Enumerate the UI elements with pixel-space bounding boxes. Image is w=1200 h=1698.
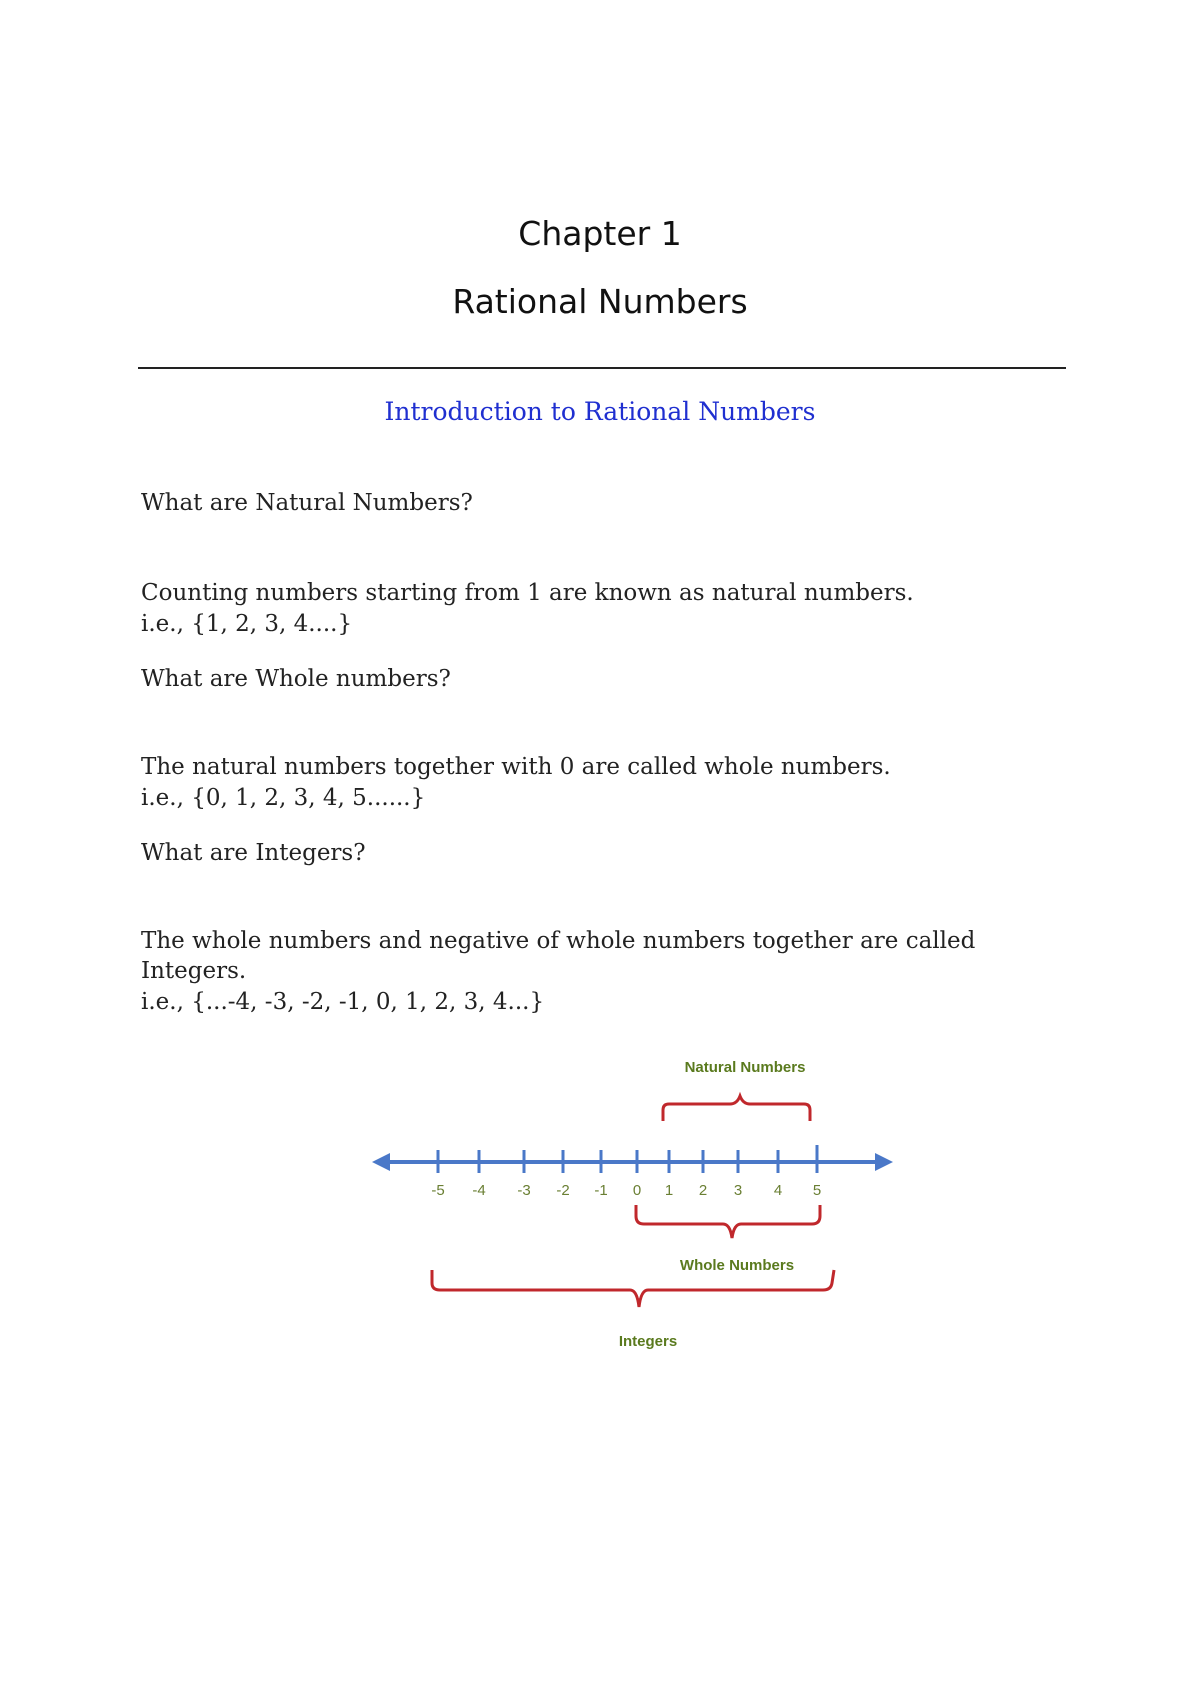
integers-question: What are Integers? bbox=[141, 840, 366, 866]
natural-brace bbox=[663, 1096, 810, 1121]
section-heading: Introduction to Rational Numbers bbox=[384, 397, 816, 426]
tick-label: 0 bbox=[632, 1182, 642, 1199]
tick-label: -5 bbox=[431, 1182, 445, 1199]
natural-answer: Counting numbers starting from 1 are known as natural numbers. bbox=[141, 580, 914, 606]
tick-label: 1 bbox=[664, 1182, 674, 1199]
tick-label: -4 bbox=[472, 1182, 486, 1199]
whole-set: i.e., {0, 1, 2, 3, 4, 5......} bbox=[141, 785, 426, 811]
integers-answer-cont: Integers. bbox=[141, 958, 247, 984]
integers-answer: The whole numbers and negative of whole numbers together are called bbox=[141, 928, 976, 954]
tick-marks bbox=[438, 1145, 817, 1173]
tick-label: -3 bbox=[517, 1182, 531, 1199]
whole-brace bbox=[636, 1205, 820, 1238]
tick-label: 4 bbox=[773, 1182, 783, 1199]
tick-labels bbox=[431, 1182, 821, 1199]
tick-label: 3 bbox=[733, 1182, 743, 1199]
whole-question: What are Whole numbers? bbox=[141, 666, 451, 692]
left-arrow-icon bbox=[372, 1153, 390, 1171]
integers-brace bbox=[432, 1270, 834, 1307]
right-arrow-icon bbox=[875, 1153, 893, 1171]
natural-question: What are Natural Numbers? bbox=[141, 490, 473, 516]
title-divider bbox=[138, 367, 1066, 369]
tick-label: -1 bbox=[594, 1182, 608, 1199]
whole-label: Whole Numbers bbox=[679, 1257, 795, 1274]
tick-label: 2 bbox=[698, 1182, 708, 1199]
tick-label: 5 bbox=[812, 1182, 822, 1199]
integers-set: i.e., {...-4, -3, -2, -1, 0, 1, 2, 3, 4...} bbox=[141, 989, 545, 1015]
natural-label: Natural Numbers bbox=[684, 1059, 806, 1076]
tick-label: -2 bbox=[556, 1182, 570, 1199]
chapter-title: Rational Numbers bbox=[452, 282, 748, 321]
integers-label: Integers bbox=[618, 1333, 678, 1350]
whole-answer: The natural numbers together with 0 are called whole numbers. bbox=[141, 754, 891, 780]
chapter-label: Chapter 1 bbox=[518, 214, 682, 253]
natural-set: i.e., {1, 2, 3, 4....} bbox=[141, 611, 353, 637]
